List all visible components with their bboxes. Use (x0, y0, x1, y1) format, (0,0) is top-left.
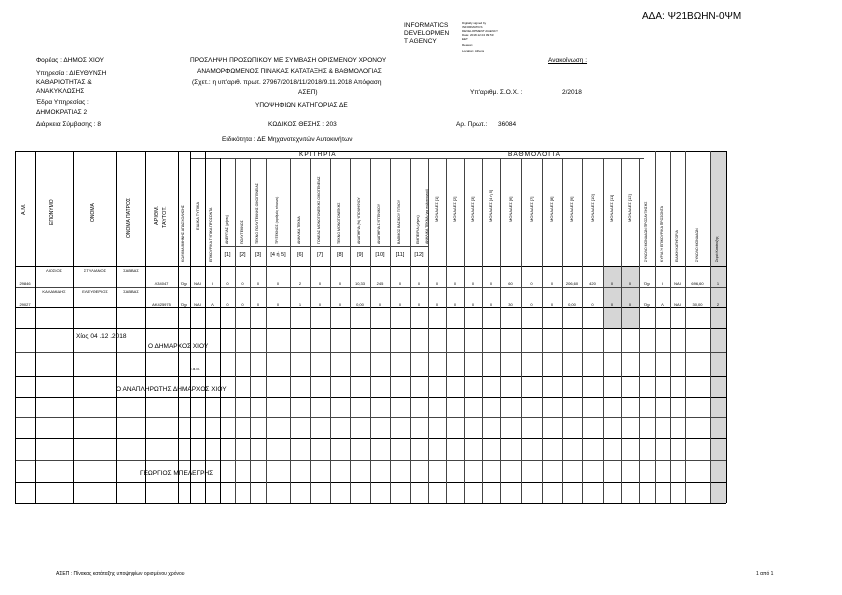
crit-label: ΕΜΠΕΙΡΙΑ (μήνες) (416, 215, 420, 244)
col-taut-2: ΤΑΥΤΟΤ. (162, 206, 168, 228)
crit-label: ΠΟΛΥΤΕΚΝΟΣ (239, 220, 244, 244)
footer-left: ΑΣΕΠ : Πίνακας κατάταξης υποψηφίων ορισμένου χρόνου (56, 571, 185, 577)
row-tail-value: Λ (661, 302, 664, 307)
signature-small-text: EET (462, 37, 468, 41)
row-score-value: 0 (610, 302, 614, 307)
signature-line-3: T AGENCY (404, 38, 437, 45)
col-onoma: ΟΝΟΜΑ (90, 203, 96, 222)
row-am: 29846 (19, 281, 31, 286)
row-score-value: 0 (530, 281, 533, 286)
row-score-value: 0 (530, 302, 533, 307)
row-score-value: 60 (508, 281, 513, 286)
score-label: ΜΟΝΑΔΕΣ [3] (470, 196, 475, 222)
row-crit-value: 0 (318, 281, 322, 286)
row-score-value: 0 (610, 281, 614, 286)
crit-number: [3] (254, 252, 262, 258)
title-line-4: ΑΣΕΠ) (298, 89, 318, 96)
score-label: ΜΟΝΑΔΕΣ [7] (528, 196, 534, 222)
crit-number: [10] (375, 252, 385, 258)
row-patros: ΣΑΒΒΑΣ (123, 289, 139, 294)
row-epik: Λ (211, 302, 214, 307)
row-score-value: 0 (453, 281, 457, 286)
crit-number: [9] (356, 252, 364, 258)
row-eidika: ΝΑΙ (194, 302, 201, 307)
group-vathmologia: ΒΑΘΜΟΛΟΓΙΑ (508, 151, 561, 158)
row-tail-value: 696,60 (691, 281, 704, 286)
row-tail-value: ΝΑΙ (674, 281, 681, 286)
score-label: ΜΟΝΑΔΕΣ [12] (627, 194, 632, 222)
ada-code: ΑΔΑ: Ψ21ΒΩΗΝ-0ΨΜ (642, 11, 742, 22)
row-score-value: 206,60 (565, 281, 579, 286)
row-crit-value: 0 (241, 281, 244, 286)
row-score-value: 0 (489, 281, 493, 286)
signature-small-text: Digitally signed by (462, 21, 487, 25)
row-crit-value: 1 (298, 302, 302, 307)
col-taut-1: ΑΡΙΘΜ. (154, 205, 160, 225)
eidikotita: Ειδικότητα : ΔΕ Μηχανοτεχνιτών Αυτοκινήτων (222, 136, 353, 143)
tail-label: ΣΥΝΟΛΟ ΜΟΝΑΔΩΝ ΠΡΟΣΑΥΞΗΣΗΣ (644, 201, 648, 262)
crit-number: [7] (316, 252, 324, 258)
score-label: ΜΟΝΑΔΕΣ [2] (452, 196, 457, 222)
row-crit-value: 0 (241, 302, 244, 307)
row-tail-value: 1 (716, 281, 720, 286)
row-score-value: 0 (550, 302, 554, 307)
row-kolyma: Όχι (180, 302, 188, 307)
row-score-value: 0 (435, 302, 439, 307)
signature-line-2: DEVELOPMEN (404, 30, 450, 37)
row-onoma: ΣΤΥΛΙΑΝΟΣ (83, 268, 107, 273)
row-crit-value: 2 (298, 281, 302, 286)
foreas: Φορέας : ΔΗΜΟΣ ΧΙΟΥ (36, 57, 104, 64)
row-crit-value: 0 (398, 281, 402, 286)
ypiresia-1: Υπηρεσία : ΔΙΕΥΘΥΝΣΗ (36, 70, 107, 77)
row-crit-value: 0 (378, 302, 382, 307)
row-score-value: 0 (435, 281, 439, 286)
row-score-value: 0,00 (568, 302, 576, 307)
score-label: ΜΟΝΑΔΕΣ [11] (609, 194, 614, 222)
row-score-value: 0 (591, 302, 594, 307)
row-crit-value: 0 (276, 302, 280, 307)
deputy-mayor-title: Ο ΑΝΑΠΛΗΡΩΤΗΣ ΔΗΜΑΡΧΟΣ ΧΙΟΥ (116, 386, 227, 393)
row-eidika: ΝΑΙ (194, 281, 201, 286)
signature-small-text: Location: Athens (462, 49, 485, 53)
row-score-value: 420 (589, 281, 596, 286)
row-crit-value: 0 (276, 281, 280, 286)
signature-small-text: DEVELOPMENT AGENCY (462, 29, 498, 33)
signature-small-text: INFORMATICS (462, 25, 483, 29)
score-label: ΜΟΝΑΔΕΣ [8] (549, 196, 554, 222)
title-line-3: (Σχετ.: η υπ'αριθ. πρωτ. 27967/2018/11/2018/9.11.2018 Απόφαση (192, 79, 382, 86)
kodikos-thesis: ΚΩΔΙΚΟΣ ΘΕΣΗΣ : 203 (268, 121, 337, 128)
row-crit-value: 0 (318, 302, 322, 307)
diarkeia: Διάρκεια Σύμβασης : 8 (36, 121, 102, 128)
crit-label: ΤΡΙΤΕΚΝΟΣ (αριθμός τέκνων) (275, 196, 279, 244)
crit-label: ΓΟΝΕΑΣ ΜΟΝΟΓΟΝΕΪΚΗΣ ΟΙΚΟΓΕΝΕΙΑΣ (317, 176, 321, 244)
edra-1: Έδρα Υπηρεσίας : (36, 99, 89, 106)
crit-label: ΑΝΗΛΙΚΑ ΤΕΚΝΑ (297, 216, 301, 244)
score-label: ΜΟΝΑΔΕΣ [9] (569, 196, 574, 222)
row-crit-value: 0,00 (356, 302, 364, 307)
row-score-value: 0 (471, 281, 475, 286)
tail-label: ΚΥΡΙΑ Ή ΕΠΙΚΟΥΡΙΚΑ ΠΡΟΣΟΝΤΑ (659, 206, 664, 262)
footer-page: 1 από 1 (756, 571, 774, 577)
row-onoma: ΕΛΕΥΘΕΡΙΟΣ (82, 289, 108, 294)
signatory-name: ΓΕΩΡΓΙΟΣ ΜΠΕΛΕΓΡΗΣ (140, 470, 214, 477)
row-crit-value: 0 (256, 302, 260, 307)
row-crit-value: 0 (398, 302, 402, 307)
row-patros: ΣΑΒΒΑΣ (123, 268, 139, 273)
row-tail-value: Όχι (643, 302, 651, 307)
crit-number: [2] (239, 252, 246, 258)
col-eponymo: ΕΠΩΝΥΜΟ (49, 199, 55, 225)
row-tail-value: 30,00 (692, 302, 703, 307)
tail-label: Σειρά Κατάταξης (715, 236, 719, 262)
row-tail-value: Όχι (643, 281, 651, 286)
row-tail-value: Ι (661, 281, 664, 286)
crit-label: ΤΕΚΝΟ ΠΟΛΥΤΕΚΝΗΣ ΟΙΚΟΓΕΝΕΙΑΣ (255, 183, 259, 244)
group-kritiria: ΚΡΙΤΗΡΙΑ (299, 151, 337, 158)
ypopsifioi: ΥΠΟΨΗΦΙΩΝ ΚΑΤΗΓΟΡΙΑΣ ΔΕ (255, 102, 348, 109)
row-crit-value: 0 (338, 302, 342, 307)
sox-value: 2/2018 (562, 89, 582, 96)
score-label: ΜΟΝΑΔΕΣ [10] (589, 194, 595, 222)
row-crit-value: 0 (338, 281, 342, 286)
row-score-value: 0 (550, 281, 554, 286)
row-taut: Λ34047 (154, 281, 169, 286)
row-crit-value: 0 (226, 302, 229, 307)
ar-prot-value: 36084 (498, 121, 517, 128)
row-crit-value: 0 (256, 281, 260, 286)
row-eponymo: ΛΙΟΣΙΟΣ (45, 268, 63, 273)
signature-line-1: INFORMATICS (404, 22, 449, 29)
ypiresia-3: ΑΝΑΚΥΚΛΩΣΗΣ (36, 88, 85, 95)
col-epikour: ΕΠΙΚΟΥΡΙΚΑ ΤΥΠΙΚΑ ΠΡΟΣΟΝΤΑ (209, 207, 213, 262)
score-label: ΜΟΝΑΔΕΣ [1] (434, 196, 439, 222)
row-am: 29027 (19, 302, 31, 307)
row-tail-value: ΝΑΙ (674, 302, 681, 307)
title-line-1: ΠΡΟΣΛΗΨΗ ΠΡΟΣΩΠΙΚΟΥ ΜΕ ΣΥΜΒΑΣΗ ΟΡΙΣΜΕΝΟΥ ΧΡΟΝΟΥ (190, 57, 387, 64)
sox-label: Υπ'αριθμ. Σ.Ο.Χ. : (470, 89, 523, 96)
signature-small-text: Reason: (462, 43, 474, 47)
crit-number: [8] (336, 252, 344, 258)
crit-number: [11] (395, 252, 405, 258)
row-kolyma: Όχι (180, 281, 188, 286)
row-crit-value: 245 (376, 281, 384, 286)
row-epik: Ι (211, 281, 214, 286)
signature-small-text: Date: 2018.12.04 09:53: (462, 33, 495, 37)
tail-label: ΕΙΔΙΚΗ ΚΑΤΗΓΟΡΙΑ (674, 230, 679, 262)
row-crit-value: 0 (417, 302, 421, 307)
title-line-2: ΑΝΑΜΟΡΦΩΜΕΝΟΣ ΠΙΝΑΚΑΣ ΚΑΤΑΤΑΞΗΣ & ΒΑΘΜΟΛΟΓΙΑΣ (197, 68, 382, 75)
row-score-value: 0 (471, 302, 475, 307)
row-score-value: 0 (628, 281, 632, 286)
score-label: ΜΟΝΑΔΕΣ [4 ή 5] (488, 189, 493, 222)
crit-number: [12] (414, 252, 424, 258)
crit-number: [6] (296, 252, 304, 258)
row-tail-value: 2 (716, 302, 720, 307)
row-crit-value: 0 (226, 281, 229, 286)
row-crit-value: 10,33 (354, 281, 365, 286)
ar-prot-label: Αρ. Πρωτ.: (456, 121, 488, 128)
row-score-value: 0 (489, 302, 493, 307)
crit-label: ΑΝΗΛΙΚΑ ΤΕΚΝΑ (για πολυτεκνικό) (425, 188, 429, 244)
row-crit-value: 0 (417, 281, 421, 286)
crit-number: [4 ή 5] (270, 252, 286, 258)
crit-label: ΑΝΑΠΗΡΙΑ (%) ΥΠΟΨΗΦΙΟΥ (357, 197, 361, 244)
edra-2: ΔΗΜΟΚΡΑΤΙΑΣ 2 (36, 109, 88, 116)
place-date: Χίος 04 .12 .2018 (76, 333, 127, 340)
mayor-title: Ο ΔΗΜΑΡΧΟΣ ΧΙΟΥ (148, 343, 209, 350)
crit-label: ΑΝΕΡΓΙΑΣ (μήνες) (224, 214, 229, 244)
col-patros: ΟΝΟΜΑ ΠΑΤΡΟΣ (126, 198, 132, 238)
row-score-value: 30 (508, 302, 513, 307)
row-taut: ΑΚ425975 (152, 302, 171, 307)
col-kolyma: ΚΩΛΥΜΑ 8ΜΗΝΗΣ ΑΠΑΣΧΟΛΗΣΗΣ (181, 205, 185, 262)
ypiresia-2: ΚΑΘΑΡΙΟΤΗΤΑΣ & (36, 79, 92, 86)
row-score-value: 0 (453, 302, 457, 307)
crit-label: ΑΝΑΠΗΡΙΑ ΣΥΓΓΕΝΙΚΟΥ (377, 203, 381, 244)
row-score-value: 0 (628, 302, 632, 307)
row-eponymo: ΚΑΛΑΜΙΔΗΣ (42, 289, 66, 294)
crit-number: [1] (224, 252, 231, 258)
anakoinosi: Ανακοίνωση : (548, 57, 588, 64)
crit-label: ΤΕΚΝΟ ΜΟΝΟΓΟΝΕΪΚΗΣ (337, 202, 341, 244)
crit-label: ΒΑΘΜΟΣ ΒΑΣΙΚΟΥ ΤΙΤΛΟΥ (397, 199, 401, 244)
tail-label: ΣΥΝΟΛΟ ΜΟΝΑΔΩΝ (694, 228, 699, 262)
ea-text: ε.α.α. (190, 366, 200, 371)
col-eidika: ΕΙΔΙΚΑ ΤΥΠΙΚΑ (195, 201, 200, 230)
col-am: Α.Μ. (21, 203, 27, 215)
score-label: ΜΟΝΑΔΕΣ [6] (507, 196, 513, 222)
